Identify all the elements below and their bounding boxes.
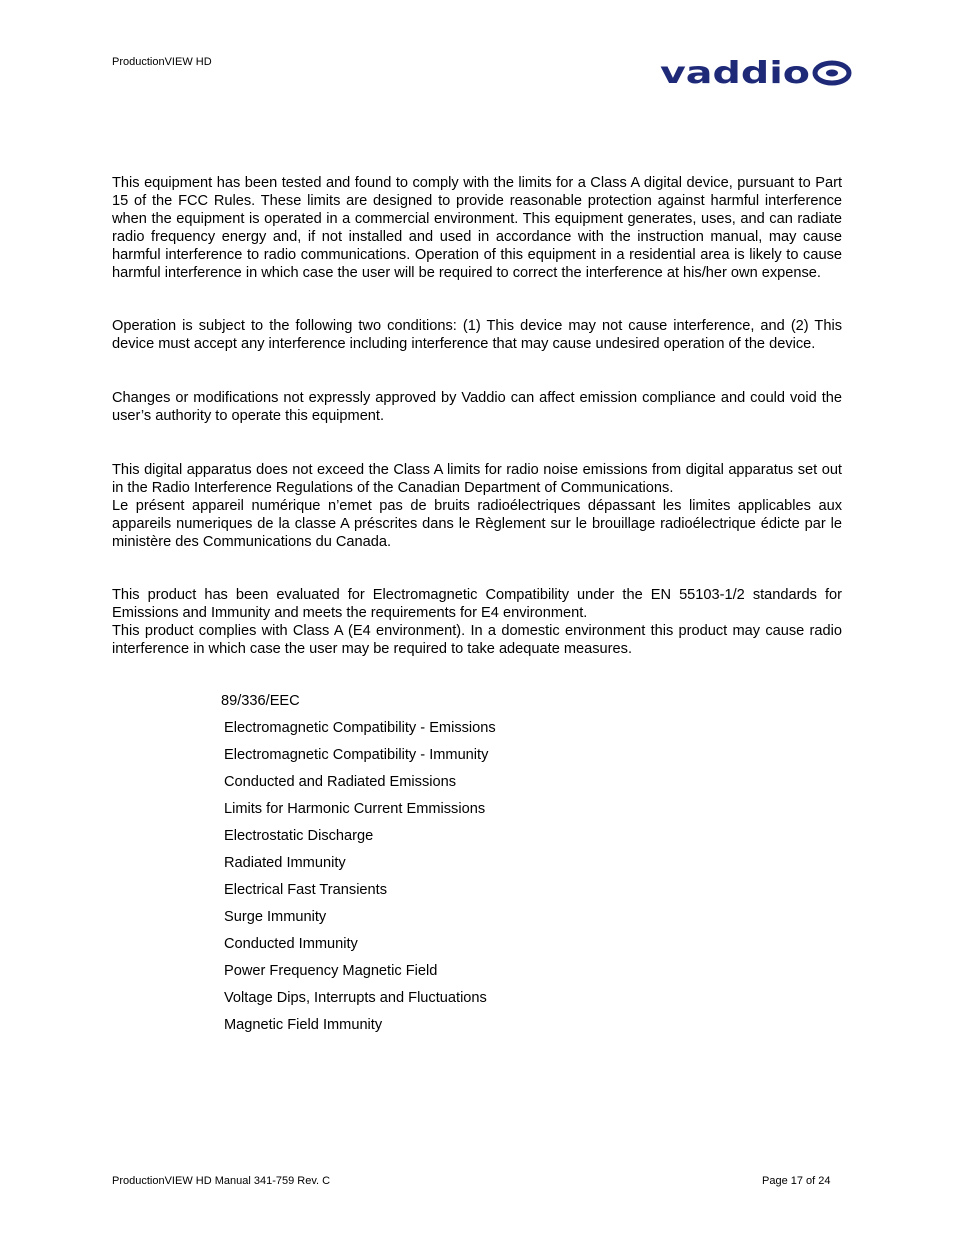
standards-list xyxy=(224,719,496,1043)
list-item: Conducted and Radiated Emissions xyxy=(224,774,457,790)
canada-compliance-section xyxy=(112,461,842,551)
list-item: Conducted Immunity xyxy=(224,936,358,952)
list-item: Voltage Dips, Interrupts and Fluctuations xyxy=(224,990,487,1006)
fcc-modifications-section xyxy=(112,389,842,425)
fcc-compliance-section xyxy=(112,174,842,282)
list-item: Electrostatic Discharge xyxy=(224,828,374,844)
fcc-paragraph-1: This equipment has been tested and found to comply with the limits for a Class A digital device, pursuant to Part 15 of the FCC Rules. These limits are designed to provide reasonable protection against harmful interference when the equipment is operated in a commercial environment. This equipment generates, uses, and can radiate radio frequency energy and, if not installed and used in accordance with the instruction manual, may cause harmful interference to radio communications. Operation of this equipment in a residential area is likely to cause harmful interference in which case the user will be required to correct the interference at his/her own expense. xyxy=(112,175,842,281)
vaddio-logo xyxy=(660,58,852,88)
europe-paragraph-1: This product has been evaluated for Electromagnetic Compatibility under the EN 55103-1/2 standards for Emissions and Immunity and meets the requirements for E4 environment. xyxy=(112,587,842,621)
europe-paragraph-2: This product complies with Class A (E4 environment). In a domestic environment this product may cause radio interference in which case the user may be required to take adequate measures. xyxy=(112,623,842,657)
standards-directive: 89/336/EEC xyxy=(221,693,300,709)
list-item: Electromagnetic Compatibility - Emissions xyxy=(224,720,496,736)
footer-page-number: Page 17 of 24 xyxy=(762,1175,831,1187)
list-item: Power Frequency Magnetic Field xyxy=(224,963,438,979)
fcc-paragraph-2: Operation is subject to the following two conditions: (1) This device may not cause interference, and (2) This device must accept any interference including interference that may cause undesired operation of the device. xyxy=(112,318,842,352)
canada-paragraph-english: This digital apparatus does not exceed the Class A limits for radio noise emissions from digital apparatus set out in the Radio Interference Regulations of the Canadian Department of Communications. xyxy=(112,462,842,496)
fcc-paragraph-3: Changes or modifications not expressly approved by Vaddio can affect emission compliance and could void the user’s authority to operate this equipment. xyxy=(112,390,842,424)
fcc-conditions-section xyxy=(112,317,842,353)
list-item: Limits for Harmonic Current Emmissions xyxy=(224,801,486,817)
header-title: ProductionVIEW HD xyxy=(112,56,212,68)
europe-compliance-section xyxy=(112,586,842,658)
footer-manual-info: ProductionVIEW HD Manual 341-759 Rev. C xyxy=(112,1175,331,1187)
list-item: Magnetic Field Immunity xyxy=(224,1017,383,1033)
list-item: Electrical Fast Transients xyxy=(224,882,388,898)
list-item: Electromagnetic Compatibility - Immunity xyxy=(224,747,489,763)
logo-text: vaddio xyxy=(660,58,810,88)
list-item: Radiated Immunity xyxy=(224,855,346,871)
canada-paragraph-french: Le présent appareil numérique n’emet pas de bruits radioélectriques dépassant les limites applicables aux appareils numeriques de la classe A préscrites dans le Règlement sur le brouillage radioélectrique édicte par le ministère des Communications du Canada. xyxy=(112,498,842,550)
list-item: Surge Immunity xyxy=(224,909,327,925)
